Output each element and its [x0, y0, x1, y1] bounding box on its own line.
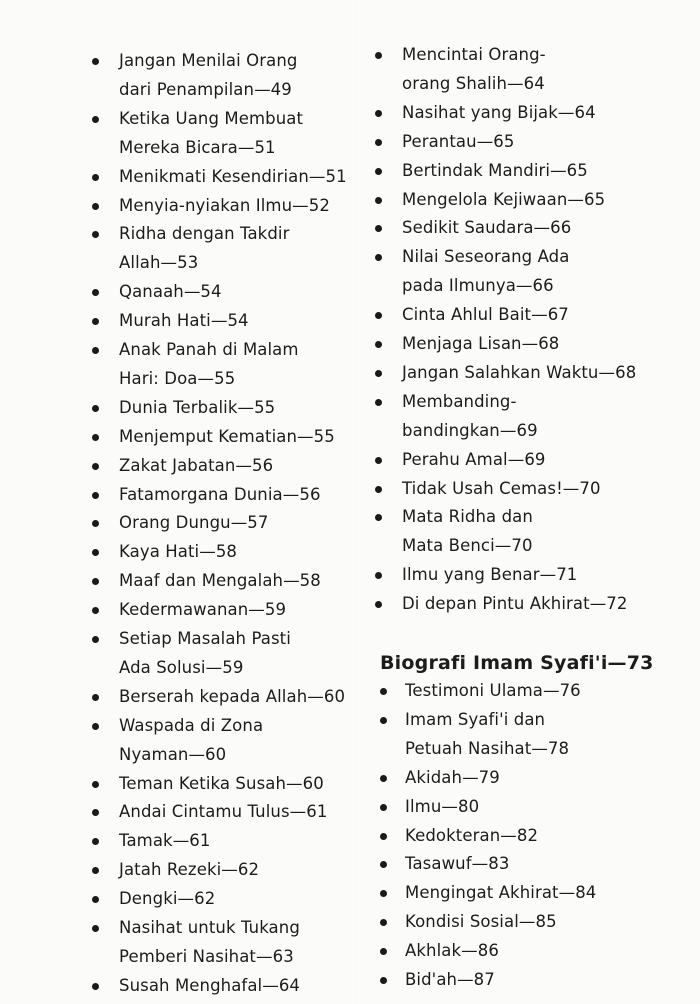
bullet-icon: [380, 833, 387, 840]
toc-entry-text: Jatah Rezeki—62: [119, 860, 260, 880]
bullet-icon: [92, 116, 99, 123]
bullet-icon: [380, 804, 387, 811]
bullet-icon: [92, 520, 99, 527]
bullet-icon: [92, 694, 99, 701]
bullet-icon: [375, 601, 382, 608]
toc-entry-text: Kedermawanan—59: [119, 600, 287, 620]
bullet-icon: [375, 486, 382, 493]
bullet-icon: [92, 636, 99, 643]
toc-entry-text: Petuah Nasihat—78: [405, 738, 570, 758]
toc-entry-text: Berserah kepada Allah—60: [119, 686, 346, 706]
toc-entry-text: Ilmu—80: [405, 796, 480, 816]
toc-entry-text: Maaf dan Mengalah—58: [119, 571, 321, 591]
toc-entry-text: bandingkan—69: [402, 420, 538, 440]
bullet-icon: [375, 457, 382, 464]
bullet-icon: [92, 434, 99, 441]
bullet-icon: [92, 607, 99, 614]
toc-entry-text: Nasihat yang Bijak—64: [402, 102, 596, 122]
toc-entry-text: Perahu Amal—69: [402, 449, 546, 469]
toc-entry-text: Ridha dengan Takdir: [119, 224, 290, 244]
toc-entry-text: Bid'ah—87: [405, 970, 495, 989]
bullet-icon: [92, 203, 99, 210]
toc-entry-text: Qanaah—54: [119, 282, 222, 302]
column-gutter: [355, 0, 356, 1004]
toc-entry-text: Hari: Doa—55: [119, 368, 236, 388]
toc-entry-text: orang Shalih—64: [402, 73, 545, 93]
toc-entry-text: Nyaman—60: [119, 744, 227, 764]
bullet-icon: [92, 578, 99, 585]
toc-entry-text: Mata Ridha dan: [402, 507, 533, 527]
toc-entry-text: Dunia Terbalik—55: [119, 397, 276, 417]
bullet-icon: [380, 717, 387, 724]
bullet-icon: [380, 977, 387, 984]
bullet-icon: [92, 896, 99, 903]
bullet-icon: [375, 341, 382, 348]
bullet-icon: [92, 492, 99, 499]
bullet-icon: [380, 919, 387, 926]
bullet-icon: [375, 254, 382, 261]
bullet-icon: [92, 174, 99, 181]
toc-entry-text: Menikmati Kesendirian—51: [119, 166, 347, 186]
bullet-icon: [92, 58, 99, 65]
toc-entry-text: Mereka Bicara—51: [119, 137, 276, 157]
toc-entry-text: Cinta Ahlul Bait—67: [402, 305, 569, 325]
bullet-icon: [92, 347, 99, 354]
bullet-icon: [375, 514, 382, 521]
toc-entry-text: Sedikit Saudara—66: [402, 218, 572, 238]
toc-entry-text: Mencintai Orang-: [402, 45, 546, 64]
bullet-icon: [380, 890, 387, 897]
bullet-icon: [92, 925, 99, 932]
bullet-icon: [375, 52, 382, 59]
toc-entry-text: Allah—53: [119, 253, 199, 273]
toc-entry-text: Tamak—61: [119, 831, 211, 851]
toc-entry-text: Mengingat Akhirat—84: [405, 883, 597, 903]
bullet-icon: [380, 948, 387, 955]
toc-entry-text: Andai Cintamu Tulus—61: [119, 802, 328, 822]
toc-entry-text: Nasihat untuk Tukang: [119, 918, 300, 937]
toc-entry-text: Bertindak Mandiri—65: [402, 160, 588, 180]
bullet-icon: [92, 809, 99, 816]
toc-entry-text: Dengki—62: [119, 889, 216, 909]
bullet-icon: [380, 861, 387, 868]
toc-entry-text: Ilmu yang Benar—71: [402, 565, 578, 585]
toc-entry-text: Murah Hati—54: [119, 311, 249, 331]
bullet-icon: [375, 139, 382, 146]
toc-entry-text: Tidak Usah Cemas!—70: [402, 478, 601, 498]
bullet-icon: [375, 197, 382, 204]
toc-entry-text: Jangan Menilai Orang: [119, 51, 298, 70]
toc-entry-text: Susah Menghafal—64: [119, 975, 301, 995]
toc-entry-text: Menjemput Kematian—55: [119, 426, 335, 446]
toc-entry-text: Membanding-: [402, 391, 517, 411]
toc-entry-text: Jangan Salahkan Waktu—68: [402, 362, 637, 382]
toc-entry-text: Zakat Jabatan—56: [119, 455, 274, 475]
bullet-icon: [92, 723, 99, 730]
toc-entry-text: Kaya Hati—58: [119, 542, 238, 562]
toc-entry-text: Waspada di Zona: [119, 715, 264, 735]
bullet-icon: [92, 231, 99, 238]
bullet-icon: [380, 688, 387, 695]
toc-entry-text: Kedokteran—82: [405, 825, 539, 845]
toc-entry-text: Mata Benci—70: [402, 536, 533, 556]
bullet-icon: [92, 463, 99, 470]
toc-entry-text: Testimoni Ulama—76: [405, 681, 581, 700]
bullet-icon: [375, 399, 382, 406]
bullet-icon: [380, 775, 387, 782]
toc-entry-text: Nilai Seseorang Ada: [402, 247, 570, 267]
bullet-icon: [92, 781, 99, 788]
bullet-icon: [92, 318, 99, 325]
toc-entry-text: Kondisi Sosial—85: [405, 912, 557, 932]
toc-entry-text: Menjaga Lisan—68: [402, 334, 560, 353]
section-heading: Biografi Imam Syafi'i—73: [380, 652, 654, 674]
bullet-icon: [375, 225, 382, 232]
toc-entry-text: Teman Ketika Susah—60: [119, 773, 324, 793]
bullet-icon: [375, 110, 382, 117]
bullet-icon: [92, 289, 99, 296]
toc-entry-text: Anak Panah di Malam: [119, 340, 299, 359]
toc-entry-text: Mengelola Kejiwaan—65: [402, 189, 606, 209]
toc-entry-text: Ketika Uang Membuat: [119, 108, 304, 128]
bullet-icon: [92, 838, 99, 845]
bullet-icon: [92, 867, 99, 874]
toc-entry-text: Orang Dungu—57: [119, 513, 269, 533]
bullet-icon: [375, 312, 382, 319]
bullet-icon: [92, 549, 99, 556]
toc-entry-text: pada Ilmunya—66: [402, 276, 554, 296]
toc-entry-text: Menyia-nyiakan Ilmu—52: [119, 195, 330, 215]
toc-entry-text: Perantau—65: [402, 131, 515, 151]
bullet-icon: [92, 405, 99, 412]
bullet-icon: [375, 370, 382, 377]
toc-entry-text: Pemberi Nasihat—63: [119, 946, 294, 966]
toc-entry-text: Akidah—79: [405, 767, 500, 787]
toc-entry-text: Setiap Masalah Pasti: [119, 629, 291, 648]
toc-entry-text: dari Penampilan—49: [119, 79, 292, 99]
bullet-icon: [92, 983, 99, 990]
bullet-icon: [375, 168, 382, 175]
toc-entry-text: Ada Solusi—59: [119, 657, 244, 677]
toc-entry-text: Imam Syafi'i dan: [405, 709, 546, 729]
toc-entry-text: Fatamorgana Dunia—56: [119, 484, 321, 504]
toc-entry-text: Tasawuf—83: [405, 854, 510, 874]
bullet-icon: [375, 572, 382, 579]
toc-entry-text: Akhlak—86: [405, 941, 499, 961]
toc-entry-text: Di depan Pintu Akhirat—72: [402, 594, 628, 614]
